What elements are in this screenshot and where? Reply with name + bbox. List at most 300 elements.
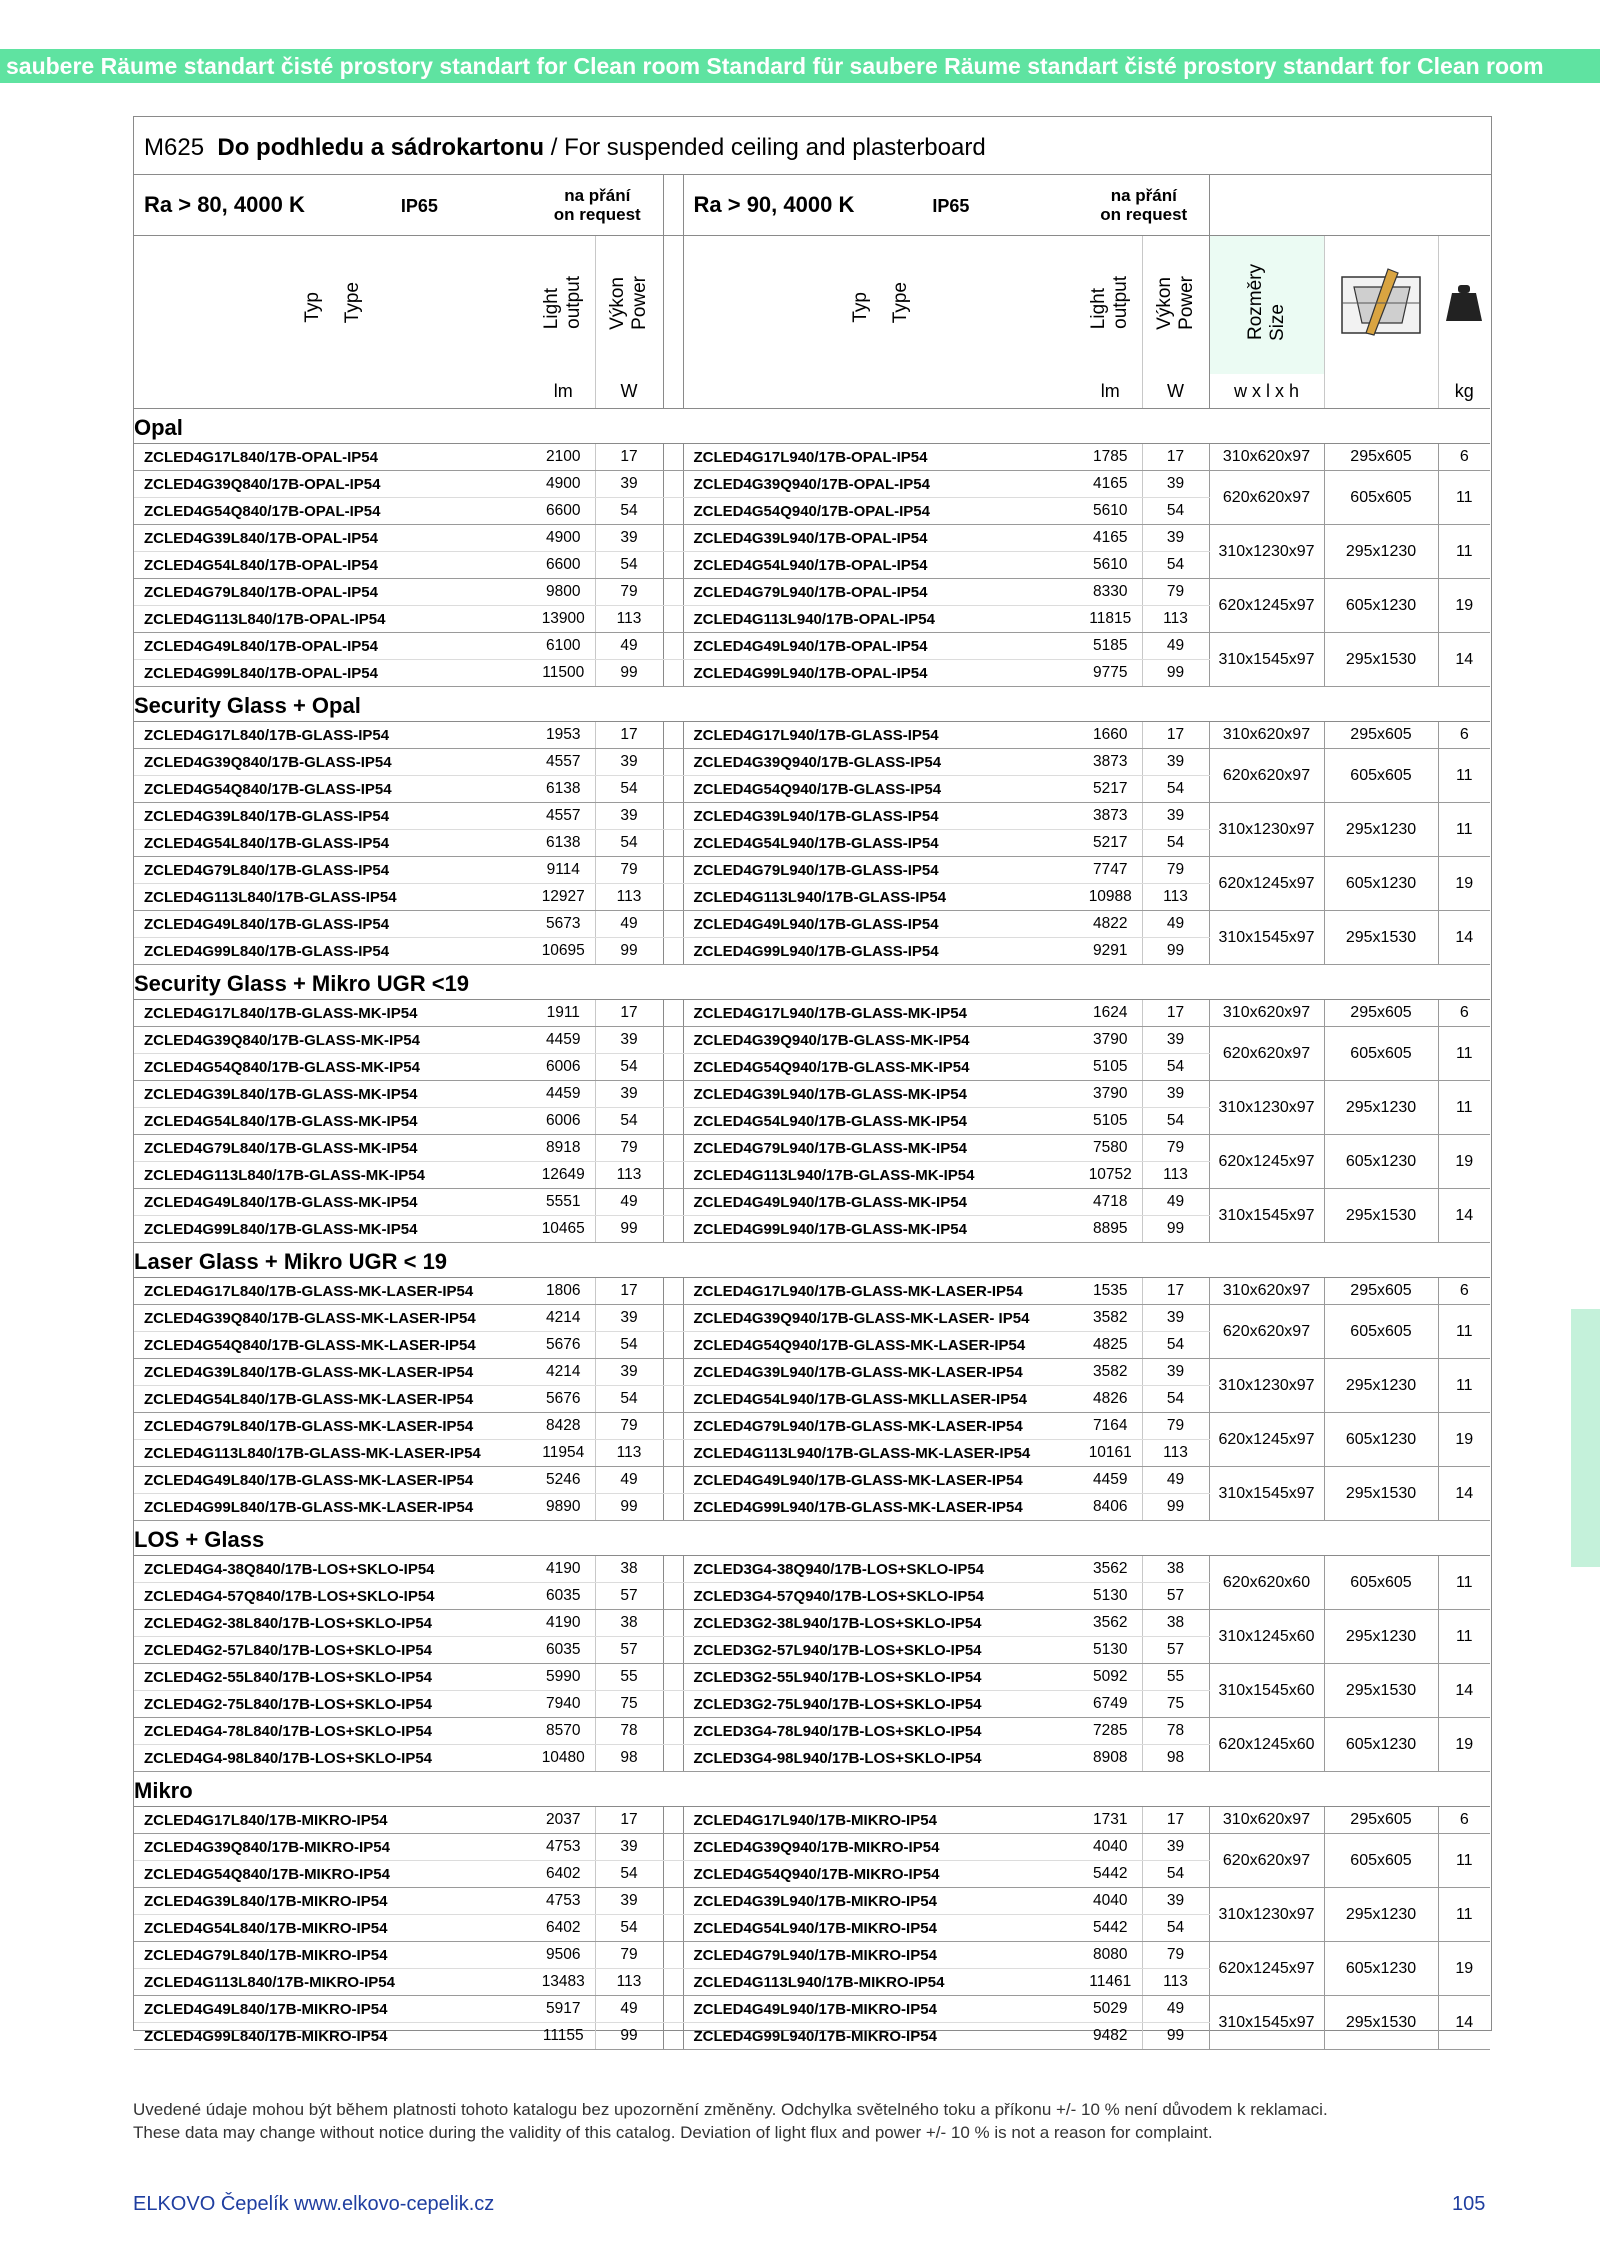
power-ra90: 17 <box>1142 1807 1209 1834</box>
light-output-ra80: 4459 <box>532 1027 595 1054</box>
weight: 14 <box>1438 1664 1490 1718</box>
unit-w-left: W <box>595 374 663 409</box>
product-code-ra80: ZCLED4G2-55L840/17B-LOS+SKLO-IP54 <box>134 1664 532 1691</box>
light-output-ra80: 2100 <box>532 444 595 471</box>
power-ra80: 99 <box>595 938 663 965</box>
table-row <box>134 911 1490 938</box>
product-code-ra80: ZCLED4G99L840/17B-GLASS-MK-LASER-IP54 <box>134 1494 532 1521</box>
separator <box>663 1305 683 1332</box>
product-code-ra80: ZCLED4G17L840/17B-OPAL-IP54 <box>134 444 532 471</box>
power-ra80: 113 <box>595 884 663 911</box>
light-output-ra80: 9506 <box>532 1942 595 1969</box>
dimensions: 620x1245x97 <box>1209 1413 1324 1467</box>
product-code-ra90: ZCLED3G4-38Q940/17B-LOS+SKLO-IP54 <box>683 1556 1079 1583</box>
header-row-ra <box>134 175 1490 236</box>
light-output-ra80: 6138 <box>532 776 595 803</box>
left-request-label: na přání on request <box>532 175 663 236</box>
light-output-ra80: 10465 <box>532 1216 595 1243</box>
weight: 19 <box>1438 1718 1490 1772</box>
separator <box>663 1942 683 1969</box>
unit-lm-right: lm <box>1079 374 1142 409</box>
separator <box>663 1386 683 1413</box>
light-output-ra90: 5130 <box>1079 1637 1142 1664</box>
power-ra80: 113 <box>595 1440 663 1467</box>
power-ra90: 54 <box>1142 552 1209 579</box>
light-output-ra90: 9775 <box>1079 660 1142 687</box>
light-output-ra90: 9482 <box>1079 2023 1142 2050</box>
weight: 11 <box>1438 1027 1490 1081</box>
separator <box>663 1278 683 1305</box>
power-ra90: 39 <box>1142 749 1209 776</box>
product-code-ra80: ZCLED4G2-57L840/17B-LOS+SKLO-IP54 <box>134 1637 532 1664</box>
light-output-ra90: 5442 <box>1079 1861 1142 1888</box>
power-ra90: 98 <box>1142 1745 1209 1772</box>
product-code-ra90: ZCLED4G113L940/17B-OPAL-IP54 <box>683 606 1079 633</box>
dimensions: 310x1545x97 <box>1209 1467 1324 1521</box>
separator <box>663 1413 683 1440</box>
category-row <box>134 1772 1490 1807</box>
power-ra80: 17 <box>595 1000 663 1027</box>
weight: 19 <box>1438 1135 1490 1189</box>
power-ra80: 54 <box>595 1332 663 1359</box>
power-ra80: 79 <box>595 579 663 606</box>
power-header-left: VýkonPower <box>595 236 663 375</box>
product-code-ra90: ZCLED3G2-57L940/17B-LOS+SKLO-IP54 <box>683 1637 1079 1664</box>
power-ra90: 54 <box>1142 830 1209 857</box>
cutout: 295x605 <box>1324 1807 1438 1834</box>
product-code-ra90: ZCLED4G54Q940/17B-OPAL-IP54 <box>683 498 1079 525</box>
power-ra90: 99 <box>1142 938 1209 965</box>
product-code-ra80: ZCLED4G17L840/17B-GLASS-IP54 <box>134 722 532 749</box>
light-output-ra80: 8570 <box>532 1718 595 1745</box>
light-output-ra90: 5029 <box>1079 1996 1142 2023</box>
separator <box>663 830 683 857</box>
separator <box>663 552 683 579</box>
light-output-ra80: 9890 <box>532 1494 595 1521</box>
table-row <box>134 1834 1490 1861</box>
power-ra90: 17 <box>1142 1000 1209 1027</box>
dimensions: 310x1230x97 <box>1209 1081 1324 1135</box>
power-ra80: 39 <box>595 525 663 552</box>
unit-kg: kg <box>1438 374 1490 409</box>
product-code-ra80: ZCLED4G54L840/17B-GLASS-MK-IP54 <box>134 1108 532 1135</box>
power-ra80: 39 <box>595 749 663 776</box>
light-output-ra90: 5442 <box>1079 1915 1142 1942</box>
category-row <box>134 1521 1490 1556</box>
power-ra80: 54 <box>595 1861 663 1888</box>
table-row <box>134 1888 1490 1915</box>
light-output-ra90: 3562 <box>1079 1556 1142 1583</box>
light-header-left: Lightoutput <box>541 276 585 329</box>
weight: 11 <box>1438 803 1490 857</box>
product-code-ra80: ZCLED4G39Q840/17B-GLASS-IP54 <box>134 749 532 776</box>
light-output-ra90: 4040 <box>1079 1834 1142 1861</box>
light-output-ra90: 7747 <box>1079 857 1142 884</box>
weight: 19 <box>1438 1942 1490 1996</box>
weight: 14 <box>1438 1467 1490 1521</box>
product-code-ra90: ZCLED4G39L940/17B-GLASS-MK-LASER-IP54 <box>683 1359 1079 1386</box>
dimensions: 310x1230x97 <box>1209 803 1324 857</box>
right-ra-label: Ra > 90, 4000 K <box>693 192 855 217</box>
product-code-ra90: ZCLED4G49L940/17B-GLASS-MK-IP54 <box>683 1189 1079 1216</box>
light-output-ra80: 11155 <box>532 2023 595 2050</box>
separator <box>663 1440 683 1467</box>
product-code-ra90: ZCLED4G99L940/17B-GLASS-MK-IP54 <box>683 1216 1079 1243</box>
product-table <box>134 175 1490 2050</box>
product-code-ra80: ZCLED4G4-78L840/17B-LOS+SKLO-IP54 <box>134 1718 532 1745</box>
table-row <box>134 803 1490 830</box>
table-row <box>134 1807 1490 1834</box>
light-output-ra90: 4040 <box>1079 1888 1142 1915</box>
separator <box>663 1556 683 1583</box>
product-code-ra90: ZCLED4G79L940/17B-GLASS-MK-LASER-IP54 <box>683 1413 1079 1440</box>
power-ra90: 17 <box>1142 444 1209 471</box>
cutout: 605x1230 <box>1324 1413 1438 1467</box>
power-ra90: 49 <box>1142 1996 1209 2023</box>
product-code-ra80: ZCLED4G54L840/17B-GLASS-MK-LASER-IP54 <box>134 1386 532 1413</box>
dimensions: 620x1245x97 <box>1209 857 1324 911</box>
dimensions: 310x620x97 <box>1209 722 1324 749</box>
power-ra90: 38 <box>1142 1556 1209 1583</box>
weight: 6 <box>1438 1278 1490 1305</box>
cutout: 605x605 <box>1324 1305 1438 1359</box>
dimensions: 620x1245x97 <box>1209 579 1324 633</box>
product-code-ra90: ZCLED4G79L940/17B-GLASS-IP54 <box>683 857 1079 884</box>
power-ra80: 54 <box>595 1386 663 1413</box>
cutout: 295x605 <box>1324 1278 1438 1305</box>
dimensions: 620x620x97 <box>1209 1305 1324 1359</box>
power-ra90: 54 <box>1142 1054 1209 1081</box>
light-output-ra90: 7285 <box>1079 1718 1142 1745</box>
table-row <box>134 1610 1490 1637</box>
product-code-ra90: ZCLED3G4-78L940/17B-LOS+SKLO-IP54 <box>683 1718 1079 1745</box>
light-output-ra80: 5990 <box>532 1664 595 1691</box>
cutout: 295x1530 <box>1324 1189 1438 1243</box>
product-code-ra80: ZCLED4G39L840/17B-OPAL-IP54 <box>134 525 532 552</box>
light-output-ra80: 6006 <box>532 1054 595 1081</box>
power-ra80: 49 <box>595 1467 663 1494</box>
power-ra90: 39 <box>1142 471 1209 498</box>
power-ra90: 54 <box>1142 776 1209 803</box>
separator <box>663 1745 683 1772</box>
separator <box>663 633 683 660</box>
product-code-ra80: ZCLED4G79L840/17B-OPAL-IP54 <box>134 579 532 606</box>
table-row <box>134 1718 1490 1745</box>
separator <box>663 1000 683 1027</box>
table-row <box>134 633 1490 660</box>
right-ip-label: IP65 <box>932 196 970 216</box>
product-code-ra80: ZCLED4G49L840/17B-MIKRO-IP54 <box>134 1996 532 2023</box>
product-code-ra80: ZCLED4G113L840/17B-GLASS-MK-IP54 <box>134 1162 532 1189</box>
cutout: 605x1230 <box>1324 579 1438 633</box>
product-code-ra80: ZCLED4G17L840/17B-GLASS-MK-LASER-IP54 <box>134 1278 532 1305</box>
product-code-ra80: ZCLED4G113L840/17B-MIKRO-IP54 <box>134 1969 532 1996</box>
light-output-ra80: 8428 <box>532 1413 595 1440</box>
product-code-ra80: ZCLED4G4-98L840/17B-LOS+SKLO-IP54 <box>134 1745 532 1772</box>
weight: 6 <box>1438 722 1490 749</box>
product-code-ra90: ZCLED4G54L940/17B-GLASS-MK-IP54 <box>683 1108 1079 1135</box>
product-code-ra90: ZCLED4G79L940/17B-OPAL-IP54 <box>683 579 1079 606</box>
light-output-ra80: 10480 <box>532 1745 595 1772</box>
light-output-ra90: 8080 <box>1079 1942 1142 1969</box>
light-header-right: Lightoutput <box>1088 276 1132 329</box>
product-code-ra90: ZCLED4G99L940/17B-OPAL-IP54 <box>683 660 1079 687</box>
table-row <box>134 749 1490 776</box>
product-code-ra90: ZCLED4G39L940/17B-GLASS-IP54 <box>683 803 1079 830</box>
power-ra80: 57 <box>595 1583 663 1610</box>
header-row-units <box>134 374 1490 409</box>
light-output-ra90: 4165 <box>1079 471 1142 498</box>
product-code-ra90: ZCLED4G39L940/17B-GLASS-MK-IP54 <box>683 1081 1079 1108</box>
power-ra80: 98 <box>595 1745 663 1772</box>
light-output-ra80: 6035 <box>532 1583 595 1610</box>
product-code-ra90: ZCLED4G39Q940/17B-GLASS-MK-IP54 <box>683 1027 1079 1054</box>
power-ra90: 79 <box>1142 1942 1209 1969</box>
light-output-ra80: 5917 <box>532 1996 595 2023</box>
power-ra80: 49 <box>595 911 663 938</box>
product-code-ra80: ZCLED4G49L840/17B-OPAL-IP54 <box>134 633 532 660</box>
light-output-ra80: 4753 <box>532 1834 595 1861</box>
product-code-ra80: ZCLED4G39Q840/17B-MIKRO-IP54 <box>134 1834 532 1861</box>
product-code-ra90: ZCLED4G113L940/17B-MIKRO-IP54 <box>683 1969 1079 1996</box>
weight: 14 <box>1438 1996 1490 2050</box>
power-ra80: 39 <box>595 1359 663 1386</box>
product-code-ra80: ZCLED4G49L840/17B-GLASS-MK-LASER-IP54 <box>134 1467 532 1494</box>
product-code-ra80: ZCLED4G79L840/17B-MIKRO-IP54 <box>134 1942 532 1969</box>
light-output-ra80: 5676 <box>532 1332 595 1359</box>
power-ra80: 99 <box>595 2023 663 2050</box>
separator <box>663 1162 683 1189</box>
separator <box>663 1915 683 1942</box>
product-code-ra90: ZCLED4G54L940/17B-GLASS-MKLLASER-IP54 <box>683 1386 1079 1413</box>
product-table-frame <box>133 116 1492 2045</box>
light-output-ra80: 4214 <box>532 1359 595 1386</box>
product-code-ra90: ZCLED4G17L940/17B-GLASS-MK-IP54 <box>683 1000 1079 1027</box>
light-output-ra80: 10695 <box>532 938 595 965</box>
weight: 14 <box>1438 633 1490 687</box>
separator <box>663 911 683 938</box>
power-ra90: 79 <box>1142 1413 1209 1440</box>
separator <box>663 1108 683 1135</box>
power-ra90: 39 <box>1142 1359 1209 1386</box>
side-tab <box>1571 1309 1600 1567</box>
table-row <box>134 1189 1490 1216</box>
light-output-ra80: 4459 <box>532 1081 595 1108</box>
light-output-ra90: 8908 <box>1079 1745 1142 1772</box>
product-code-ra80: ZCLED4G17L840/17B-GLASS-MK-IP54 <box>134 1000 532 1027</box>
power-ra90: 39 <box>1142 1888 1209 1915</box>
category-row <box>134 687 1490 722</box>
power-ra90: 78 <box>1142 1718 1209 1745</box>
footnote-en: These data may change without notice during the validity of this catalog. Deviation of light flux and power +/- 10 % is not a reason for complaint. <box>133 2123 1213 2142</box>
separator <box>663 1637 683 1664</box>
power-ra90: 55 <box>1142 1664 1209 1691</box>
power-ra90: 99 <box>1142 660 1209 687</box>
product-code-ra80: ZCLED4G17L840/17B-MIKRO-IP54 <box>134 1807 532 1834</box>
table-row <box>134 444 1490 471</box>
separator <box>663 579 683 606</box>
power-ra80: 39 <box>595 471 663 498</box>
cutout: 295x1230 <box>1324 1081 1438 1135</box>
category-title: Laser Glass + Mikro UGR < 19 <box>134 1243 1490 1278</box>
cutout: 295x605 <box>1324 1000 1438 1027</box>
footnote-cz: Uvedené údaje mohou být během platnosti tohoto katalogu bez upozornění změněny. Odchylka světelného toku a příkonu +/- 10 % není důvodem k reklamaci. <box>133 2100 1328 2119</box>
light-output-ra90: 8406 <box>1079 1494 1142 1521</box>
power-ra80: 49 <box>595 1996 663 2023</box>
table-row <box>134 1135 1490 1162</box>
light-output-ra90: 4822 <box>1079 911 1142 938</box>
cutout: 605x1230 <box>1324 857 1438 911</box>
power-ra90: 49 <box>1142 633 1209 660</box>
light-output-ra90: 4718 <box>1079 1189 1142 1216</box>
power-ra90: 17 <box>1142 722 1209 749</box>
power-ra80: 38 <box>595 1556 663 1583</box>
cutout: 605x1230 <box>1324 1942 1438 1996</box>
separator <box>663 1135 683 1162</box>
dimensions: 620x620x97 <box>1209 749 1324 803</box>
header-row-labels <box>134 236 1490 375</box>
separator <box>663 660 683 687</box>
light-output-ra90: 1660 <box>1079 722 1142 749</box>
table-row <box>134 1027 1490 1054</box>
light-output-ra90: 10988 <box>1079 884 1142 911</box>
table-row <box>134 1413 1490 1440</box>
light-output-ra80: 5551 <box>532 1189 595 1216</box>
power-ra80: 39 <box>595 1081 663 1108</box>
weight: 19 <box>1438 1413 1490 1467</box>
product-code-ra90: ZCLED4G79L940/17B-GLASS-MK-IP54 <box>683 1135 1079 1162</box>
power-ra90: 75 <box>1142 1691 1209 1718</box>
separator <box>663 1888 683 1915</box>
product-code-ra90: ZCLED4G54L940/17B-GLASS-IP54 <box>683 830 1079 857</box>
dimensions: 310x620x97 <box>1209 444 1324 471</box>
table-row <box>134 1305 1490 1332</box>
product-code-ra80: ZCLED4G39Q840/17B-GLASS-MK-IP54 <box>134 1027 532 1054</box>
light-output-ra80: 4557 <box>532 749 595 776</box>
power-ra80: 38 <box>595 1610 663 1637</box>
cutout: 295x1530 <box>1324 1996 1438 2050</box>
product-code-ra90: ZCLED4G113L940/17B-GLASS-MK-LASER-IP54 <box>683 1440 1079 1467</box>
product-code-ra80: ZCLED4G39Q840/17B-GLASS-MK-LASER-IP54 <box>134 1305 532 1332</box>
dimensions: 620x620x97 <box>1209 1027 1324 1081</box>
power-ra80: 79 <box>595 1942 663 1969</box>
table-row <box>134 579 1490 606</box>
size-header: RozměrySize <box>1209 236 1324 375</box>
light-output-ra90: 5105 <box>1079 1054 1142 1081</box>
light-output-ra90: 3582 <box>1079 1305 1142 1332</box>
cutout: 605x605 <box>1324 749 1438 803</box>
product-code-ra80: ZCLED4G39L840/17B-GLASS-MK-IP54 <box>134 1081 532 1108</box>
power-ra90: 54 <box>1142 1386 1209 1413</box>
power-ra90: 54 <box>1142 1332 1209 1359</box>
power-ra80: 39 <box>595 1834 663 1861</box>
power-ra90: 39 <box>1142 1305 1209 1332</box>
product-code-ra80: ZCLED4G2-38L840/17B-LOS+SKLO-IP54 <box>134 1610 532 1637</box>
cutout: 295x1230 <box>1324 1610 1438 1664</box>
power-ra80: 54 <box>595 1915 663 1942</box>
product-code-ra90: ZCLED3G2-75L940/17B-LOS+SKLO-IP54 <box>683 1691 1079 1718</box>
table-row <box>134 1996 1490 2023</box>
power-ra80: 39 <box>595 1027 663 1054</box>
table-row <box>134 1359 1490 1386</box>
product-code-ra90: ZCLED3G2-38L940/17B-LOS+SKLO-IP54 <box>683 1610 1079 1637</box>
light-output-ra80: 6600 <box>532 552 595 579</box>
separator <box>663 1718 683 1745</box>
separator <box>663 1861 683 1888</box>
product-code-ra90: ZCLED4G39L940/17B-MIKRO-IP54 <box>683 1888 1079 1915</box>
product-code-ra90: ZCLED4G54Q940/17B-GLASS-MK-LASER-IP54 <box>683 1332 1079 1359</box>
product-code-ra80: ZCLED4G54Q840/17B-GLASS-MK-IP54 <box>134 1054 532 1081</box>
separator <box>663 1494 683 1521</box>
product-code-ra90: ZCLED4G39Q940/17B-GLASS-IP54 <box>683 749 1079 776</box>
product-code-ra90: ZCLED4G79L940/17B-MIKRO-IP54 <box>683 1942 1079 1969</box>
weight: 11 <box>1438 749 1490 803</box>
power-ra80: 78 <box>595 1718 663 1745</box>
power-ra80: 54 <box>595 776 663 803</box>
light-output-ra80: 4900 <box>532 525 595 552</box>
power-ra90: 113 <box>1142 1162 1209 1189</box>
product-code-ra90: ZCLED4G54Q940/17B-GLASS-MK-IP54 <box>683 1054 1079 1081</box>
light-output-ra80: 5246 <box>532 1467 595 1494</box>
light-output-ra90: 5610 <box>1079 498 1142 525</box>
top-banner: saubere Räume standart čisté prostory standart for Clean room Standard für saubere Räume standart čisté prostory standart for Clean room <box>0 49 1600 83</box>
power-ra90: 39 <box>1142 525 1209 552</box>
product-code-ra90: ZCLED4G54Q940/17B-GLASS-IP54 <box>683 776 1079 803</box>
power-ra90: 49 <box>1142 1189 1209 1216</box>
power-ra80: 17 <box>595 444 663 471</box>
product-code-ra80: ZCLED4G113L840/17B-GLASS-IP54 <box>134 884 532 911</box>
product-code-ra80: ZCLED4G79L840/17B-GLASS-MK-IP54 <box>134 1135 532 1162</box>
light-output-ra80: 6138 <box>532 830 595 857</box>
product-code-ra90: ZCLED4G54L940/17B-MIKRO-IP54 <box>683 1915 1079 1942</box>
separator <box>663 1332 683 1359</box>
power-ra80: 49 <box>595 1189 663 1216</box>
category-title: Mikro <box>134 1772 1490 1807</box>
weight: 11 <box>1438 1081 1490 1135</box>
dimensions: 310x1245x60 <box>1209 1610 1324 1664</box>
separator <box>663 776 683 803</box>
light-output-ra80: 6402 <box>532 1915 595 1942</box>
power-ra80: 75 <box>595 1691 663 1718</box>
light-output-ra90: 1624 <box>1079 1000 1142 1027</box>
light-output-ra90: 1535 <box>1079 1278 1142 1305</box>
weight: 11 <box>1438 1305 1490 1359</box>
product-code-ra90: ZCLED4G17L940/17B-GLASS-IP54 <box>683 722 1079 749</box>
power-ra90: 79 <box>1142 1135 1209 1162</box>
power-ra90: 113 <box>1142 606 1209 633</box>
weight: 11 <box>1438 1359 1490 1413</box>
light-output-ra80: 4557 <box>532 803 595 830</box>
separator <box>663 749 683 776</box>
light-output-ra90: 5185 <box>1079 633 1142 660</box>
separator <box>663 498 683 525</box>
left-ra-label: Ra > 80, 4000 K <box>144 192 305 217</box>
power-ra90: 99 <box>1142 1216 1209 1243</box>
cutout: 605x605 <box>1324 1027 1438 1081</box>
separator <box>663 444 683 471</box>
dimensions: 310x1230x97 <box>1209 1359 1324 1413</box>
light-output-ra90: 10161 <box>1079 1440 1142 1467</box>
dimensions: 620x620x97 <box>1209 1834 1324 1888</box>
weight: 6 <box>1438 444 1490 471</box>
light-output-ra80: 11500 <box>532 660 595 687</box>
power-ra90: 99 <box>1142 2023 1209 2050</box>
unit-w-right: W <box>1142 374 1209 409</box>
product-code-ra90: ZCLED4G39Q940/17B-OPAL-IP54 <box>683 471 1079 498</box>
separator <box>663 1583 683 1610</box>
light-output-ra90: 11815 <box>1079 606 1142 633</box>
light-output-ra80: 2037 <box>532 1807 595 1834</box>
